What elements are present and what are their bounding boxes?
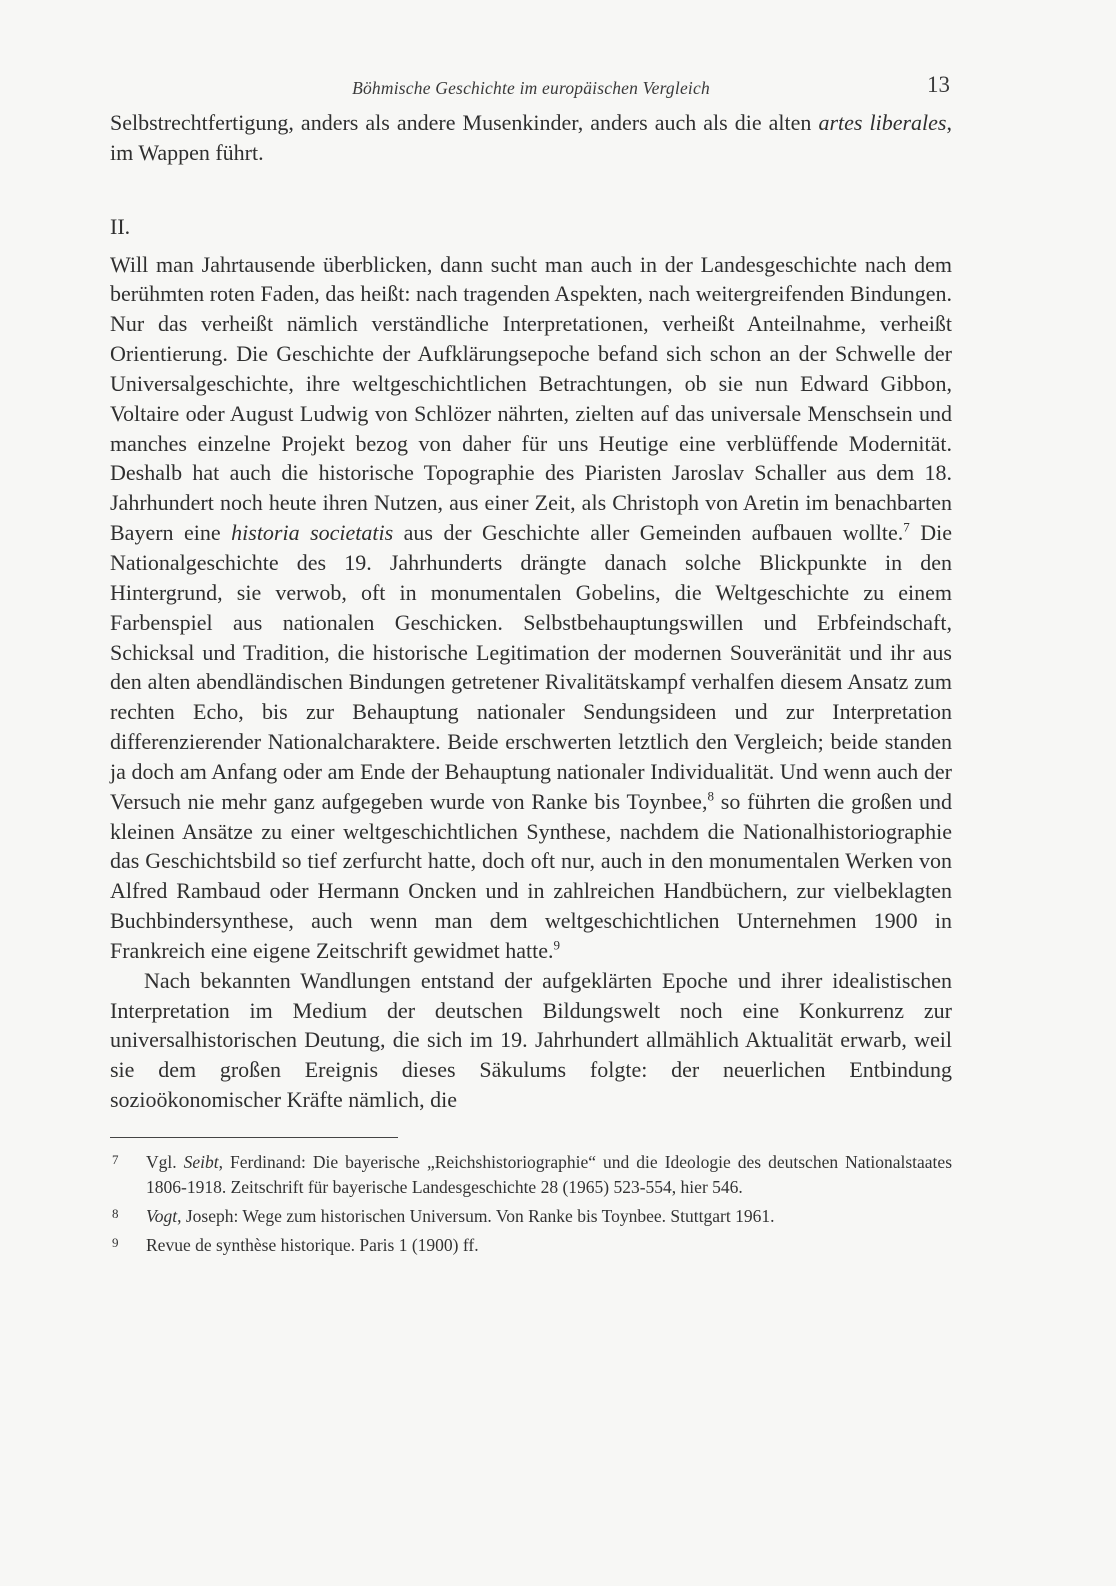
paragraph-1-italic: historia societatis xyxy=(231,520,394,546)
footnote-author: Vogt xyxy=(146,1206,178,1226)
running-title: Böhmische Geschichte im europäischen Vergleich xyxy=(352,78,710,98)
paragraph-1-part-4: so führten die großen und kleinen Ansätze zu einer weltgeschichtlichen Synthese, nachdem die Nationalhistoriographie das Geschichtsbild so tief zerfurcht hatte, doch oft nur, auch in den monumentalen Werken von Alfred Rambaud oder Hermann Oncken und in zahlreichen Handbüchern, zur vielbeklagten Buchbindersynthese, auch wenn man dem weltgeschichtlichen Unternehmen 1900 in Frankreich eine eigene Zeitschrift gewidmet hatte. xyxy=(110,788,953,963)
footnote-ref-7[interactable]: 7 xyxy=(903,519,910,535)
footnote-text: , Joseph: Wege zum historischen Universum. Von Ranke bis Toynbee. Stuttgart 1961. xyxy=(177,1206,775,1226)
footnote-text: , Ferdinand: Die bayerische „Reichshistoriographie“ und die Ideologie des deutschen Nationalstaates 1806-1918. Zeitschrift für bayerische Landesgeschichte 28 (1965) 523-554, hier 546. xyxy=(146,1152,952,1197)
footnotes xyxy=(110,1150,952,1258)
footnote-author: Seibt xyxy=(183,1152,219,1172)
footnote-number: 8 xyxy=(112,1206,119,1221)
intro-text-b: , im Wappen führt. xyxy=(110,110,952,165)
main-text xyxy=(110,108,952,1115)
footnote-ref-9[interactable]: 9 xyxy=(553,937,560,953)
footnote-text: Revue de synthèse historique. Paris 1 (1900) ff. xyxy=(146,1235,479,1255)
intro-text-a: Selbstrechtfertigung, anders als andere Musenkinder, anders auch als die alten xyxy=(110,110,819,135)
footnote-number: 7 xyxy=(112,1152,119,1167)
footnote-text: Vgl. xyxy=(146,1152,184,1172)
paragraph-2: Nach bekannten Wandlungen entstand der aufgeklärten Epoche und ihrer idealistischen Interpretation im Medium der deutschen Bildungswelt noch eine Konkurrenz zur universalhistorischen Deutung, die sich im 19. Jahrhundert allmählich Aktualität erwarb, weil sie dem großen Ereignis dieses Säkulums folgte: der neuerlichen Entbindung sozioökonomischer Kräfte nämlich, die xyxy=(110,967,952,1113)
running-head xyxy=(110,74,952,108)
book-page xyxy=(110,74,952,1262)
paragraph-1-part-2: aus der Geschichte aller Gemeinden aufbauen wollte. xyxy=(393,520,904,546)
footnote-ref-8[interactable]: 8 xyxy=(707,788,714,804)
paragraph-1-part-3: Die Nationalgeschichte des 19. Jahrhunderts drängte danach solche Blickpunkte in den Hintergrund, sie verwob, oft in monumentalen Gobelins, die Weltgeschichte zu einem Farbenspiel aus nationalen Geschicken. Selbstbehauptungswillen und Erbfeindschaft, Schicksal und Tradition, die historische Legitimation der modernen Souveränität und ihr aus den alten abendländischen Bindungen getretener Rivalitätskampf verhalfen diesem Ansatz zum rechten Echo, bis zur Behauptung nationaler Sendungsideen und zur Interpretation differenzierender Nationalcharaktere. Beide erschwerten letztlich den Vergleich; beide standen ja doch am Anfang oder am Ende der Behauptung nationaler Individualität. Und wenn auch der Versuch nie mehr ganz aufgegeben wurde von Ranke bis Toynbee, xyxy=(110,520,953,814)
footnote-8 xyxy=(110,1204,952,1229)
footnote-9 xyxy=(110,1233,952,1258)
footnote-divider xyxy=(110,1137,398,1138)
section-heading: II. xyxy=(110,213,131,239)
footnote-number: 9 xyxy=(112,1235,119,1250)
page-number: 13 xyxy=(927,72,950,97)
paragraph-1 xyxy=(110,250,952,966)
intro-paragraph xyxy=(110,108,952,168)
paragraph-1-part-1: Will man Jahrtausende überblicken, dann sucht man auch in der Landesgeschichte nach dem berühmten roten Faden, das heißt: nach tragenden Aspekten, nach weitergreifenden Bindungen. Nur das verheißt nämlich verständliche Interpretationen, verheißt Anteilnahme, verheißt Orientierung. Die Geschichte der Aufklärungsepoche befand sich schon an der Schwelle der Universalgeschichte, ihre weltgeschichtlichen Betrachtungen, ob sie nun Edward Gibbon, Voltaire oder August Ludwig von Schlözer nährten, zielten auf das universale Menschsein und manches einzelne Projekt bezog von daher für uns Heutige eine verblüffende Modernität. Deshalb hat auch die historische Topographie des Piaristen Jaroslav Schaller aus dem 18. Jahrhundert noch heute ihren Nutzen, aus einer Zeit, als Christoph von Aretin im benachbarten Bayern eine xyxy=(110,251,952,546)
intro-italic: artes liberales xyxy=(818,110,947,135)
footnote-7 xyxy=(110,1150,952,1200)
